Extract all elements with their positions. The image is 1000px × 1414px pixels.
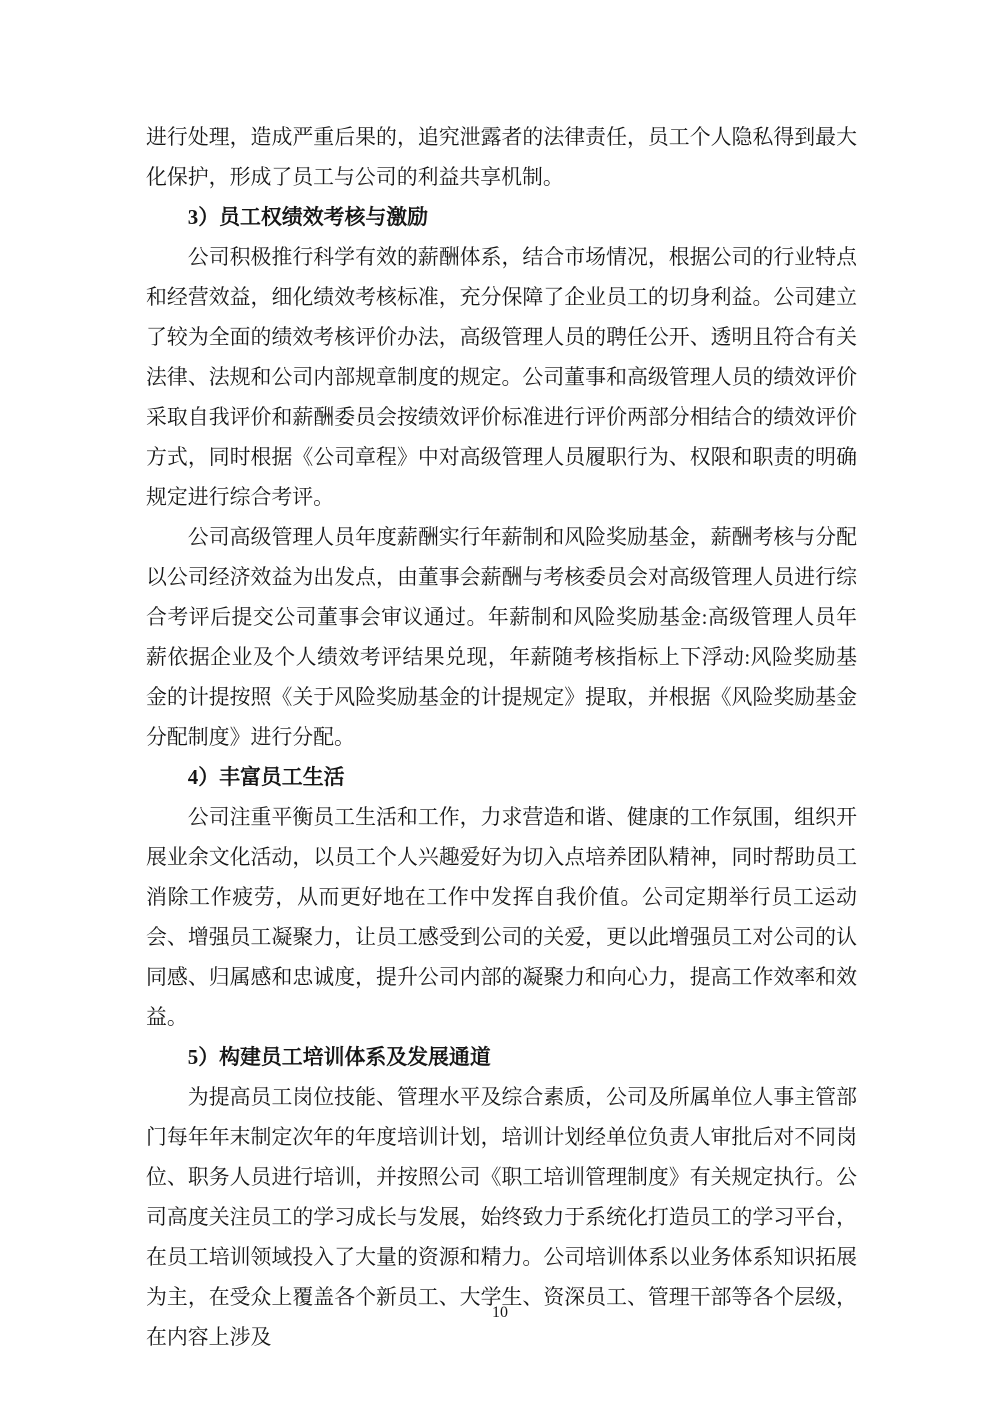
page-number: 10 <box>492 1304 508 1321</box>
document-body <box>146 117 857 1357</box>
paragraph-salary-system-appraisal: 公司积极推行科学有效的薪酬体系，结合市场情况，根据公司的行业特点和经营效益，细化绩效考核标准，充分保障了企业员工的切身利益。公司建立了较为全面的绩效考核评价办法，高级管理人员的聘任公开、透明且符合有关法律、法规和公司内部规章制度的规定。公司董事和高级管理人员的绩效评价采取自我评价和薪酬委员会按绩效评价标准进行评价两部分相结合的绩效评价方式，同时根据《公司章程》中对高级管理人员履职行为、权限和职责的明确规定进行综合考评。 <box>146 245 857 509</box>
heading-5-training-system-development: 5）构建员工培训体系及发展通道 <box>187 1045 491 1069</box>
heading-3-performance-appraisal-incentive: 3）员工权绩效考核与激励 <box>187 205 429 229</box>
paragraph-executive-annual-salary: 公司高级管理人员年度薪酬实行年薪制和风险奖励基金，薪酬考核与分配以公司经济效益为出发点，由董事会薪酬与考核委员会对高级管理人员进行综合考评后提交公司董事会审议通过。年薪制和风险奖励基金:高级管理人员年薪依据企业及个人绩效考评结果兑现，年薪随考核指标上下浮动:风险奖励基金的计提按照《关于风险奖励基金的计提规定》提取，并根据《风险奖励基金分配制度》进行分配。 <box>146 525 857 749</box>
paragraph-employee-life-balance: 公司注重平衡员工生活和工作，力求营造和谐、健康的工作氛围，组织开展业余文化活动，以员工个人兴趣爱好为切入点培养团队精神，同时帮助员工消除工作疲劳，从而更好地在工作中发挥自我价值。公司定期举行员工运动会、增强员工凝聚力，让员工感受到公司的关爱，更以此增强员工对公司的认同感、归属感和忠诚度，提升公司内部的凝聚力和向心力，提高工作效率和效益。 <box>146 805 857 1029</box>
paragraph-training-plan: 为提高员工岗位技能、管理水平及综合素质，公司及所属单位人事主管部门每年年末制定次年的年度培训计划，培训计划经单位负责人审批后对不同岗位、职务人员进行培训，并按照公司《职工培训管理制度》有关规定执行。公司高度关注员工的学习成长与发展，始终致力于系统化打造员工的学习平台，在员工培训领域投入了大量的资源和精力。公司培训体系以业务体系知识拓展为主，在受众上覆盖各个新员工、大学生、资深员工、管理干部等各个层级，在内容上涉及 <box>146 1085 857 1349</box>
heading-4-enrich-employee-life: 4）丰富员工生活 <box>187 765 345 789</box>
paragraph-privacy-protection: 进行处理，造成严重后果的，追究泄露者的法律责任，员工个人隐私得到最大化保护，形成了员工与公司的利益共享机制。 <box>146 125 857 189</box>
